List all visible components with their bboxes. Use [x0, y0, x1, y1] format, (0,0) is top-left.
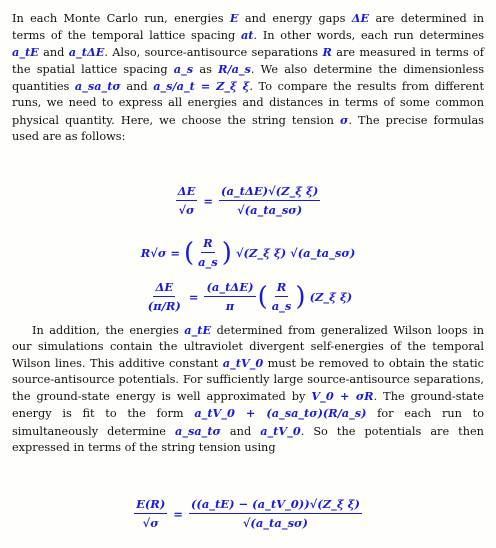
text-run: and — [38, 46, 69, 60]
inline-math: R — [322, 45, 332, 60]
paragraph-wilson-loops — [12, 322, 484, 456]
inline-math: a_tE — [184, 323, 212, 337]
text-run: for each run to simultaneously determine — [12, 407, 485, 438]
inline-math: ΔE — [351, 11, 370, 25]
eq3-equals: = — [188, 289, 199, 304]
eq2-numerator: R — [201, 236, 215, 253]
inline-math: a_tV_0 — [260, 423, 301, 438]
inline-math: E — [229, 11, 239, 25]
inline-math: a_tΔE — [68, 45, 105, 60]
text-run: and — [120, 80, 154, 94]
inline-math: a — [240, 28, 249, 43]
eq1-equals: = — [203, 193, 214, 208]
inline-math: t — [248, 28, 254, 43]
text-run: . So the potentials are then expressed in terms of the string tension using — [12, 424, 484, 454]
inline-math: a_tV_0 — [222, 356, 264, 371]
text-run: In addition, the energies — [32, 324, 185, 337]
eq3-r-numerator: R — [275, 280, 289, 297]
eq2-equals: = — [170, 245, 180, 260]
eq4-rhs-denominator: √(a_ta_sσ) — [242, 516, 308, 530]
equation-distance — [0, 236, 496, 269]
eq2-rhs: √(Z_ξ ξ) √(a_ta_sσ) — [235, 245, 356, 260]
inline-math: a_s — [173, 62, 194, 77]
eq1-lhs-fraction — [176, 184, 198, 217]
text-run: . We also determine the dimensionless quantities — [12, 63, 484, 94]
eq1-rhs-numerator: (a_tΔE)√(Z_ξ ξ) — [219, 184, 320, 201]
text-run: determined from generalized Wilson loops in our simulations contain the ultraviolet divergent self-energies of the temporal Wilson lines. This additive constant — [12, 324, 484, 371]
text-run: and — [220, 424, 261, 438]
eq3-tail: (Z_ξ ξ) — [309, 289, 353, 304]
eq4-rhs-numerator: ((a_tE) − (a_tV_0))√(Z_ξ ξ) — [189, 497, 362, 514]
eq3-lhs-numerator: ΔE — [153, 280, 175, 297]
eq3-right-paren: ) — [295, 281, 306, 312]
eq1-rhs-fraction — [219, 184, 320, 217]
eq3-rhs-fraction — [204, 280, 255, 313]
text-run: must be removed to obtain the static source-antisource potentials. For sufficiently large source-antisource separations, the ground-state energy is well approximated by — [12, 357, 484, 404]
text-run: . Also, source-antisource separations — [104, 46, 323, 60]
eq1-rhs-denominator: √(a_ta_sσ) — [237, 203, 303, 217]
text-run: are measured in terms of the spatial lattice spacing — [12, 46, 484, 77]
eq3-lhs-denominator: (π/R) — [147, 299, 181, 313]
inline-math: a_tE — [12, 45, 39, 60]
inline-math: a_tV_0 + (a_sa_tσ)(R/a_s) — [194, 406, 367, 421]
text-run: . To compare the results from different runs, we need to express all energies and distances in terms of some common physical quantity. Here, we choose the string tension — [12, 80, 484, 127]
eq2-fraction — [196, 236, 220, 269]
eq3-r-fraction — [270, 280, 294, 313]
eq4-lhs-denominator: √σ — [142, 516, 159, 530]
inline-math: a_sa_tσ — [175, 423, 221, 438]
equation-scaled-gap — [0, 280, 496, 313]
text-run: . In other words, each run determines — [253, 29, 484, 43]
eq4-equals: = — [173, 506, 183, 521]
eq2-denominator: a_s — [198, 255, 218, 269]
equation-energy-gap — [0, 184, 496, 217]
eq1-lhs-numerator: ΔE — [176, 184, 198, 201]
eq3-left-paren: ( — [257, 281, 268, 312]
paragraph-monte-carlo — [12, 10, 484, 145]
eq4-rhs-fraction — [189, 497, 362, 530]
eq4-lhs-numerator: E(R) — [134, 497, 167, 514]
eq3-r-denominator: a_s — [271, 299, 292, 313]
inline-math: a_sa_tσ — [74, 79, 121, 94]
equation-potential — [0, 497, 496, 530]
eq3-rhs-numerator: (a_tΔE) — [204, 280, 255, 297]
inline-math: a_s/a_t = Z_ξ ξ — [153, 79, 250, 94]
text-run: and energy gaps — [238, 12, 352, 25]
eq3-lhs-fraction — [146, 280, 183, 313]
eq2-left-paren: ( — [183, 237, 195, 268]
text-run: as — [193, 63, 219, 77]
text-run: . The ground-state energy is fit to the form — [12, 390, 484, 421]
inline-math: R/a_s — [218, 62, 251, 77]
text-run: . The precise formulas used are as follows: — [12, 113, 484, 143]
eq1-lhs-denominator: √σ — [178, 203, 195, 217]
eq2-lhs: R√σ — [140, 245, 167, 260]
eq2-right-paren: ) — [221, 237, 232, 268]
text-run: In each Monte Carlo run, energies — [12, 12, 230, 25]
text-run: are determined in terms of the temporal lattice spacing — [12, 12, 485, 43]
eq4-lhs-fraction — [134, 497, 167, 530]
inline-math: σ — [340, 112, 349, 127]
eq3-rhs-denominator: π — [225, 299, 235, 313]
inline-math: V_0 + σR — [311, 389, 374, 404]
